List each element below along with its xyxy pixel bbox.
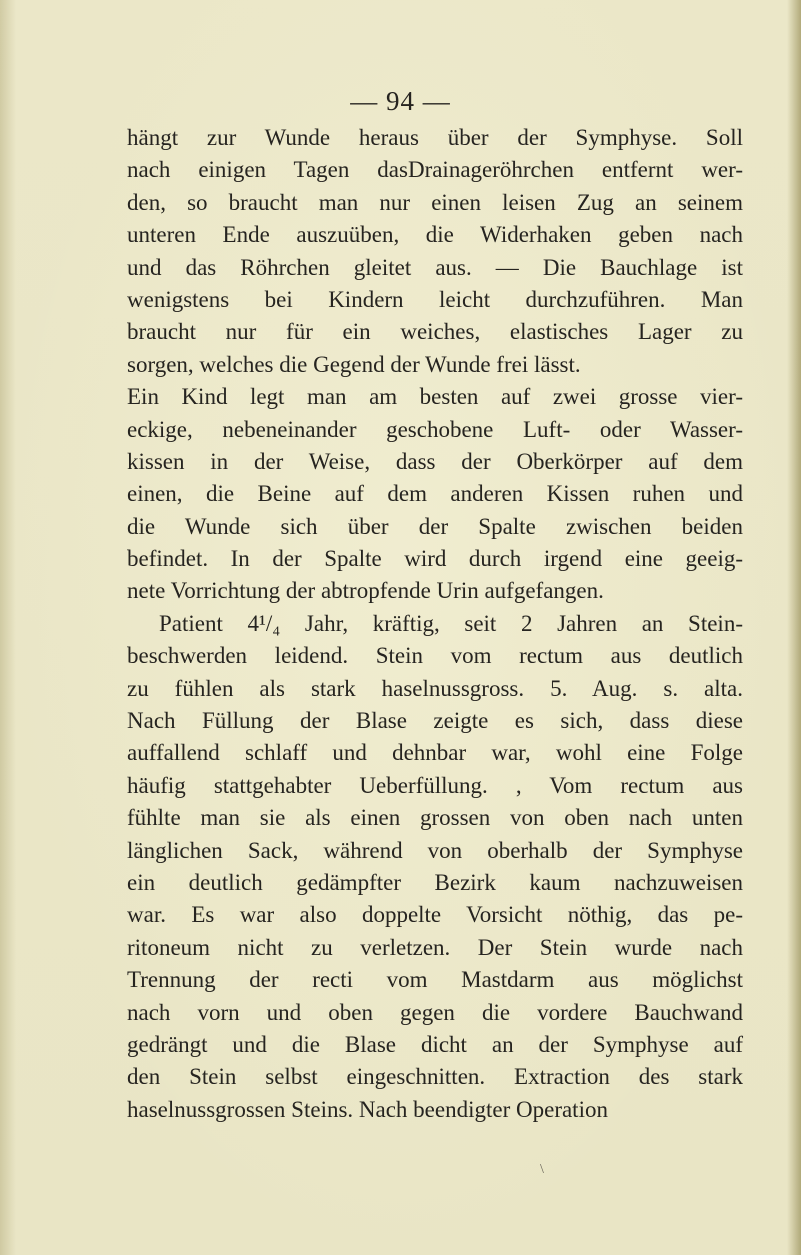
text-line: ritoneum nicht zu verletzen. Der Stein wurde nach (127, 934, 743, 960)
text-line: befindet. In der Spalte wird durch irgend eine geeig- (127, 546, 743, 572)
text-line: eckige, nebeneinander geschobene Luft- oder Wasser- (127, 416, 743, 442)
text-line: beschwerden leidend. Stein vom rectum aus deutlich (127, 643, 743, 669)
text-line: die Wunde sich über der Spalte zwischen beiden (127, 513, 743, 539)
text-line: ein deutlich gedämpfter Bezirk kaum nachzuweisen (127, 869, 743, 895)
body-text (127, 122, 743, 1126)
page-right-edge-shadow (787, 0, 801, 1255)
text-line: war. Es war also doppelte Vorsicht nöthig, das pe- (127, 902, 743, 928)
text-line: unteren Ende auszuüben, die Widerhaken geben nach (127, 222, 743, 248)
text-line: Nach Füllung der Blase zeigte es sich, dass diese (127, 708, 743, 734)
text-line: gedrängt und die Blase dicht an der Symphyse auf (127, 1031, 743, 1057)
text-line: auffallend schlaff und dehnbar war, wohl eine Folge (127, 740, 743, 766)
text-line: braucht nur für ein weiches, elastisches Lager zu (127, 319, 743, 345)
text-line: den, so braucht man nur einen leisen Zug an seinem (127, 189, 743, 215)
stray-pencil-mark: \ (540, 1162, 544, 1177)
text-line: sorgen, welches die Gegend der Wunde frei lässt. (127, 351, 581, 377)
text-line: nete Vorrichtung der abtropfende Urin aufgefangen. (127, 578, 604, 604)
text-line: Ein Kind legt man am besten auf zwei grosse vier- (127, 384, 743, 410)
text-line: und das Röhrchen gleitet aus. — Die Bauchlage ist (127, 254, 743, 280)
text-line: wenigstens bei Kindern leicht durchzuführen. Man (127, 286, 743, 312)
text-line: kissen in der Weise, dass der Oberkörper auf dem (127, 448, 743, 474)
text-line: Trennung der recti vom Mastdarm aus möglichst (127, 967, 743, 993)
text-line: den Stein selbst eingeschnitten. Extraction des stark (127, 1064, 743, 1090)
page-left-edge-shadow (0, 0, 16, 1255)
page-number: — 94 — (350, 86, 451, 116)
text-line: häufig stattgehabter Ueberfüllung. , Vom rectum aus (127, 772, 743, 798)
text-line: nach einigen Tagen dasDrainageröhrchen entfernt wer- (127, 157, 743, 183)
text-line: haselnussgrossen Steins. Nach beendigter Operation (127, 1096, 608, 1122)
text-line: nach vorn und oben gegen die vordere Bauchwand (127, 999, 743, 1025)
text-line: einen, die Beine auf dem anderen Kissen ruhen und (127, 481, 743, 507)
text-line: zu fühlen als stark haselnussgross. 5. Aug. s. alta. (127, 675, 743, 701)
text-line: länglichen Sack, während von oberhalb der Symphyse (127, 837, 743, 863)
text-line: fühlte man sie als einen grossen von oben nach unten (127, 805, 743, 831)
text-line: hängt zur Wunde heraus über der Symphyse. Soll (127, 125, 743, 150)
text-line: Patient 4¹/₄ Jahr, kräftig, seit 2 Jahren an Stein- (159, 610, 743, 636)
